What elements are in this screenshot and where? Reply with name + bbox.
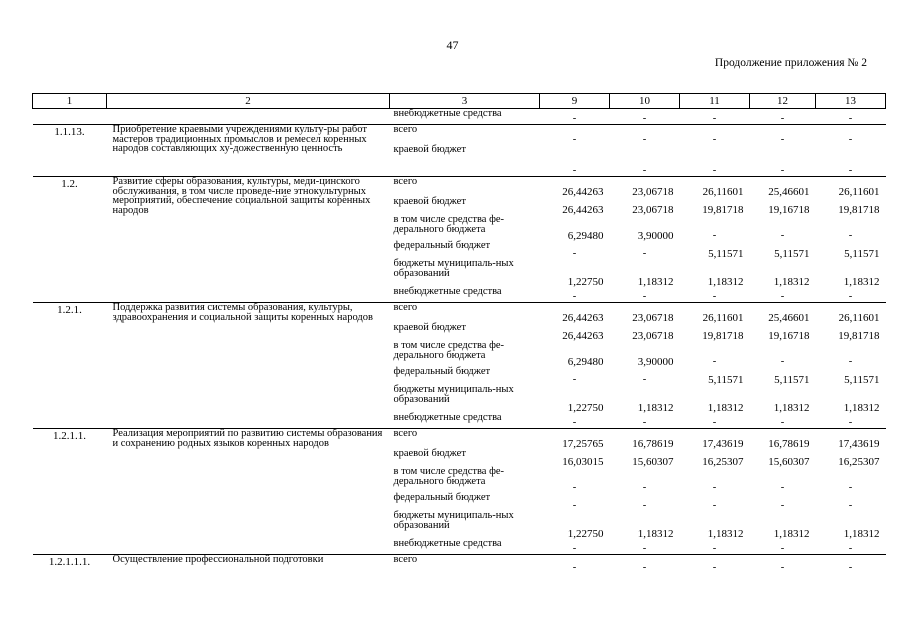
- row-value: 5,11571: [708, 373, 744, 386]
- row-value: 17,25765: [540, 429, 610, 449]
- row-value: -: [572, 481, 577, 493]
- row-value: 3,90000: [637, 229, 674, 242]
- row-funding-source: внебюджетные средства: [393, 285, 502, 297]
- row-value: 15,60307: [632, 455, 674, 468]
- row-funding-source: краевой бюджет: [393, 447, 466, 459]
- row-value: -: [780, 543, 785, 554]
- row-value: -: [642, 499, 647, 511]
- row-funding-source: всего: [390, 429, 540, 449]
- row-value: -: [572, 165, 577, 176]
- row-funding-source: внебюджетные средства: [393, 108, 502, 119]
- row-value: 1,18312: [843, 401, 880, 414]
- row-value: 5,11571: [774, 373, 810, 386]
- row-name: Реализация мероприятий по развитию системы образования и сохранению родных языков коренных народов: [107, 429, 390, 555]
- row-value: -: [572, 373, 577, 385]
- row-value: -: [572, 417, 577, 428]
- row-value: -: [848, 355, 853, 367]
- row-value: -: [780, 499, 785, 511]
- row-funding-source: в том числе средства фе-дерального бюджета: [393, 465, 505, 487]
- row-value: 16,25307: [838, 455, 880, 468]
- page-number: 47: [446, 38, 459, 52]
- row-value: -: [642, 481, 647, 493]
- row-value: 17,43619: [816, 429, 886, 449]
- table-row: [33, 109, 886, 125]
- row-value: -: [680, 555, 750, 573]
- appendix-heading: Продолжение приложения № 2: [714, 57, 867, 69]
- row-code: 1.2.: [33, 177, 107, 303]
- row-value: 1,18312: [637, 401, 674, 414]
- row-value: -: [848, 499, 853, 511]
- row-value: 16,78619: [610, 429, 680, 449]
- row-name: Приобретение краевыми учреждениями культу-ры работ мастеров традиционных промыслов и ремесел коренных народов составляющих ху-дожественную ценность: [107, 125, 390, 177]
- row-value: -: [642, 417, 647, 428]
- row-value: 6,29480: [567, 355, 604, 368]
- row-value: -: [680, 125, 750, 145]
- row-value: 19,81718: [702, 329, 744, 342]
- row-value: -: [712, 417, 717, 428]
- row-value: 23,06718: [610, 177, 680, 197]
- row-value: 26,44263: [540, 303, 610, 323]
- row-value: 23,06718: [632, 329, 674, 342]
- row-value: 5,11571: [774, 247, 810, 260]
- row-value: -: [780, 165, 785, 176]
- row-value: 26,11601: [816, 177, 886, 197]
- row-value: -: [540, 555, 610, 573]
- row-value: -: [642, 165, 647, 176]
- row-value: 1,18312: [637, 527, 674, 540]
- row-value: -: [848, 113, 853, 124]
- row-value: 26,44263: [562, 329, 604, 342]
- header-col-12: 12: [750, 94, 816, 109]
- row-value: 5,11571: [844, 373, 880, 386]
- table-row: [33, 125, 886, 145]
- header-col-2: 2: [107, 94, 390, 109]
- row-value: 1,18312: [843, 275, 880, 288]
- row-funding-source: краевой бюджет: [393, 143, 466, 155]
- row-value: 26,44263: [540, 177, 610, 197]
- header-col-11: 11: [680, 94, 750, 109]
- row-value: 25,46601: [750, 303, 816, 323]
- row-value: -: [780, 481, 785, 493]
- table-row: [33, 177, 886, 197]
- row-funding-source: в том числе средства фе-дерального бюджета: [393, 213, 505, 235]
- row-funding-source: краевой бюджет: [393, 321, 466, 333]
- row-value: -: [572, 291, 577, 302]
- row-value: 19,16718: [768, 203, 810, 216]
- row-value: -: [642, 247, 647, 259]
- row-funding-source: федеральный бюджет: [393, 365, 491, 377]
- row-code: 1.2.1.1.1.: [33, 555, 107, 573]
- row-value: -: [712, 481, 717, 493]
- row-value: -: [642, 291, 647, 302]
- row-value: 16,03015: [562, 455, 604, 468]
- row-value: 1,22750: [567, 527, 604, 540]
- row-value: 17,43619: [680, 429, 750, 449]
- row-value: -: [572, 499, 577, 511]
- table-row: [33, 555, 886, 573]
- row-value: -: [712, 355, 717, 367]
- row-value: 26,11601: [816, 303, 886, 323]
- row-value: -: [610, 125, 680, 145]
- row-value: -: [780, 355, 785, 367]
- row-value: 1,22750: [567, 275, 604, 288]
- row-value: 1,18312: [843, 527, 880, 540]
- row-funding-source: всего: [390, 125, 540, 145]
- row-value: 6,29480: [567, 229, 604, 242]
- row-value: 5,11571: [708, 247, 744, 260]
- row-value: -: [712, 543, 717, 554]
- row-value: -: [712, 229, 717, 241]
- row-funding-source: краевой бюджет: [393, 195, 466, 207]
- row-value: 19,81718: [838, 329, 880, 342]
- row-code: 1.1.13.: [33, 125, 107, 177]
- funding-table: [32, 93, 885, 573]
- row-value: -: [848, 165, 853, 176]
- row-value: 23,06718: [610, 303, 680, 323]
- row-funding-source: бюджеты муниципаль-ных образований: [393, 383, 514, 405]
- row-value: -: [848, 417, 853, 428]
- table-row: [33, 429, 886, 449]
- table-body: [33, 109, 886, 573]
- row-value: 25,46601: [750, 177, 816, 197]
- row-value: -: [540, 125, 610, 145]
- row-value: 16,25307: [702, 455, 744, 468]
- row-value: -: [750, 555, 816, 573]
- row-value: -: [816, 125, 886, 145]
- row-value: 1,18312: [773, 401, 810, 414]
- row-code: 1.2.1.1.: [33, 429, 107, 555]
- row-value: 1,18312: [707, 401, 744, 414]
- row-value: 5,11571: [844, 247, 880, 260]
- table-row: [33, 303, 886, 323]
- row-funding-source: всего: [390, 303, 540, 323]
- header-col-13: 13: [816, 94, 886, 109]
- row-value: 19,81718: [702, 203, 744, 216]
- row-value: -: [712, 499, 717, 511]
- row-name: Поддержка развития системы образования, культуры, здравоохранения и социальной защиты коренных народов: [107, 303, 390, 429]
- row-funding-source: всего: [390, 177, 540, 197]
- row-value: 19,16718: [768, 329, 810, 342]
- row-value: 1,18312: [773, 527, 810, 540]
- header-col-3: 3: [390, 94, 540, 109]
- row-value: 1,18312: [707, 527, 744, 540]
- row-code: [33, 109, 107, 125]
- row-funding-source: в том числе средства фе-дерального бюджета: [393, 339, 505, 361]
- row-value: 15,60307: [768, 455, 810, 468]
- row-value: -: [848, 543, 853, 554]
- row-value: -: [572, 543, 577, 554]
- row-value: -: [712, 113, 717, 124]
- row-value: 23,06718: [632, 203, 674, 216]
- header-col-9: 9: [540, 94, 610, 109]
- row-value: -: [712, 165, 717, 176]
- row-value: 1,22750: [567, 401, 604, 414]
- row-value: -: [642, 373, 647, 385]
- table-header: [33, 94, 886, 109]
- row-value: 26,44263: [562, 203, 604, 216]
- row-funding-source: бюджеты муниципаль-ных образований: [393, 509, 514, 531]
- row-value: 19,81718: [838, 203, 880, 216]
- row-value: -: [780, 417, 785, 428]
- row-funding-source: бюджеты муниципаль-ных образований: [393, 257, 514, 279]
- row-name: [107, 109, 390, 125]
- row-value: -: [780, 291, 785, 302]
- header-col-1: 1: [33, 94, 107, 109]
- header-col-10: 10: [610, 94, 680, 109]
- row-value: -: [848, 229, 853, 241]
- row-funding-source: всего: [390, 555, 540, 573]
- row-value: -: [848, 481, 853, 493]
- row-value: -: [642, 543, 647, 554]
- row-funding-source: внебюджетные средства: [393, 411, 502, 423]
- row-value: 1,18312: [773, 275, 810, 288]
- row-name: Осуществление профессиональной подготовки: [107, 555, 390, 573]
- row-value: -: [610, 555, 680, 573]
- row-value: -: [572, 113, 577, 124]
- row-value: 26,11601: [680, 177, 750, 197]
- row-funding-source: внебюджетные средства: [393, 537, 502, 549]
- row-value: -: [848, 291, 853, 302]
- row-value: -: [712, 291, 717, 302]
- row-value: 1,18312: [637, 275, 674, 288]
- row-value: -: [780, 229, 785, 241]
- row-value: -: [642, 113, 647, 124]
- row-value: 16,78619: [750, 429, 816, 449]
- row-funding-source: федеральный бюджет: [393, 239, 491, 251]
- row-value: -: [572, 247, 577, 259]
- row-value: -: [816, 555, 886, 573]
- row-value: 3,90000: [637, 355, 674, 368]
- row-value: -: [780, 113, 785, 124]
- row-name: Развитие сферы образования, культуры, меди-цинского обслуживания, в том числе проведе-ние этнокультурных мероприятий, обеспечение социальной защиты коренных народов: [107, 177, 390, 303]
- row-funding-source: федеральный бюджет: [393, 491, 491, 503]
- row-value: -: [750, 125, 816, 145]
- row-value: 1,18312: [707, 275, 744, 288]
- row-value: 26,11601: [680, 303, 750, 323]
- row-code: 1.2.1.: [33, 303, 107, 429]
